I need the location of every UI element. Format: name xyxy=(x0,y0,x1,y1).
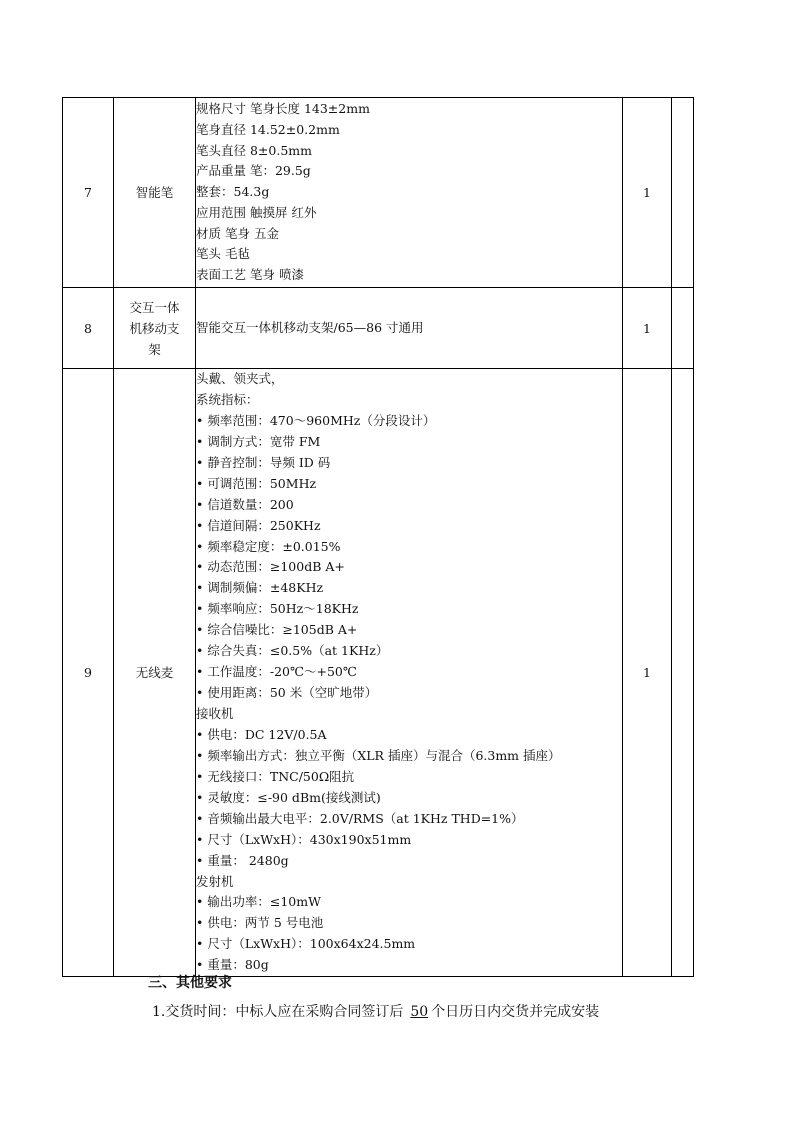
spec-line: 智能交互一体机移动支架/65—86 寸通用 xyxy=(196,319,424,335)
item-name xyxy=(114,369,196,977)
spec-line: 头戴、领夹式， xyxy=(196,371,284,386)
item-remark xyxy=(672,288,694,369)
spec-line: 整套：54.3g xyxy=(196,184,270,200)
spec-line: 笔身直径 14.52±0.2mm xyxy=(196,122,340,138)
spec-line: 系统指标： xyxy=(196,391,259,407)
spec-line: • 重量：80g xyxy=(196,955,622,976)
item-number: 8 xyxy=(63,288,114,369)
item-name-line: 无线麦 xyxy=(135,665,174,681)
item-number: 9 xyxy=(63,369,114,977)
delivery-prefix: 1.交货时间：中标人应在采购合同签订后 xyxy=(152,1004,404,1020)
spec-line: 表面工艺 笔身 喷漆 xyxy=(196,266,304,282)
spec-line: • 灵敏度：≤-90 dBm(接线测试) xyxy=(196,788,622,809)
spec-line: 发射机 xyxy=(196,873,234,889)
spec-line: • 静音控制：导频 ID 码 xyxy=(196,453,622,474)
item-name-line: 架 xyxy=(148,341,161,357)
spec-line: • 尺寸（LxWxH）：430x190x51mm xyxy=(196,830,622,851)
item-number: 7 xyxy=(63,98,114,288)
spec-line: • 信道数量：200 xyxy=(196,495,622,516)
spec-line: • 音频输出最大电平：2.0V/RMS（at 1KHz THD=1%） xyxy=(196,809,622,830)
spec-table xyxy=(62,97,694,977)
item-quantity: 1 xyxy=(623,98,672,288)
spec-line: • 频率响应：50Hz～18KHz xyxy=(196,599,622,620)
item-spec xyxy=(196,98,623,288)
delivery-days: 50 xyxy=(410,1004,429,1020)
item-spec xyxy=(196,369,623,977)
section-title: 三、其他要求 xyxy=(148,975,232,991)
spec-line: • 输出功率：≤10mW xyxy=(196,892,622,913)
spec-line: • 供电：两节 5 号电池 xyxy=(196,913,622,934)
spec-line: • 频率范围：470～960MHz（分段设计） xyxy=(196,411,622,432)
spec-line: • 频率稳定度：±0.015% xyxy=(196,537,622,558)
item-name-line: 机移动支 xyxy=(129,320,180,336)
item-spec xyxy=(196,288,623,369)
table-row xyxy=(63,288,694,369)
spec-line: • 信道间隔：250KHz xyxy=(196,516,622,537)
spec-line: • 使用距离：50 米（空旷地带） xyxy=(196,683,622,704)
spec-line: • 可调范围：50MHz xyxy=(196,474,622,495)
spec-line: • 无线接口：TNC/50Ω阻抗 xyxy=(196,767,622,788)
spec-line: • 频率输出方式：独立平衡（XLR 插座）与混合（6.3mm 插座） xyxy=(196,746,622,767)
delivery-suffix: 个日历日内交货并完成安装 xyxy=(431,1004,600,1020)
spec-line: • 供电：DC 12V/0.5A xyxy=(196,725,622,746)
spec-line: • 综合失真：≤0.5%（at 1KHz） xyxy=(196,641,622,662)
item-name-line: 交互一体 xyxy=(129,299,180,315)
spec-line: • 尺寸（LxWxH）：100x64x24.5mm xyxy=(196,934,622,955)
item-remark xyxy=(672,369,694,977)
item-name xyxy=(114,98,196,288)
spec-line: • 调制频偏：±48KHz xyxy=(196,578,622,599)
spec-line: 规格尺寸 笔身长度 143±2mm xyxy=(196,101,370,117)
item-name xyxy=(114,288,196,369)
delivery-requirement xyxy=(152,1001,599,1021)
spec-line: • 调制方式：宽带 FM xyxy=(196,432,622,453)
table-row xyxy=(63,98,694,288)
item-name-line: 智能笔 xyxy=(135,185,174,200)
spec-line: 材质 笔身 五金 xyxy=(196,225,279,241)
spec-line: • 综合信噪比：≥105dB A+ xyxy=(196,620,622,641)
spec-line: • 工作温度：-20℃～+50℃ xyxy=(196,662,622,683)
item-quantity: 1 xyxy=(623,288,672,369)
spec-line: 产品重量 笔：29.5g xyxy=(196,163,311,179)
spec-line: • 动态范围：≥100dB A+ xyxy=(196,557,622,578)
spec-line: 接收机 xyxy=(196,706,234,721)
item-quantity: 1 xyxy=(623,369,672,977)
table-row xyxy=(63,369,694,977)
spec-line: 笔头直径 8±0.5mm xyxy=(196,142,312,158)
spec-line: • 重量： 2480g xyxy=(196,851,622,872)
spec-line: 应用范围 触摸屏 红外 xyxy=(196,204,317,220)
item-remark xyxy=(672,98,694,288)
spec-line: 笔头 毛毡 xyxy=(196,246,250,262)
